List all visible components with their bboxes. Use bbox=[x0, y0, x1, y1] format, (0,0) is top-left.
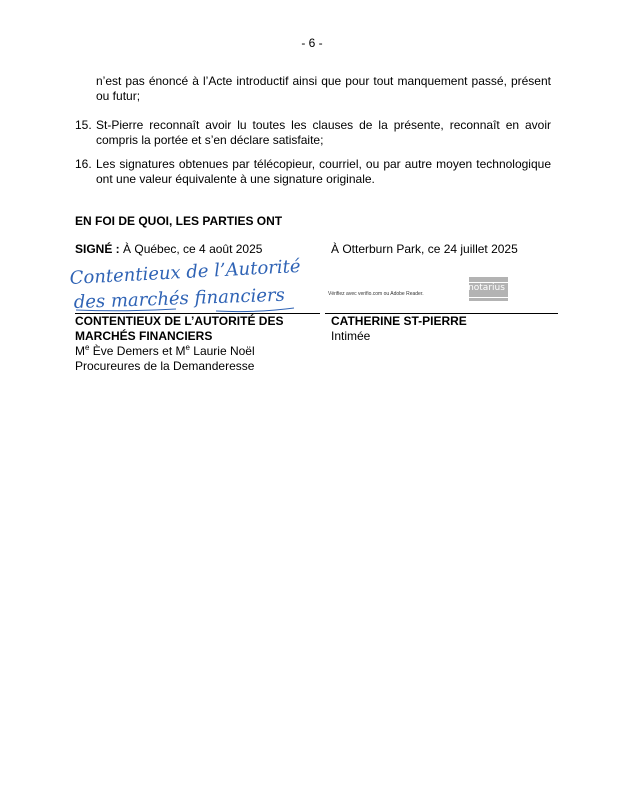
left-party-name-line-2: MARCHÉS FINANCIERS bbox=[75, 329, 213, 343]
counsel-names bbox=[75, 344, 283, 359]
left-party-role: Procureures de la Demanderesse bbox=[75, 359, 255, 373]
right-party-block bbox=[331, 314, 467, 344]
counsel-sup-1: e bbox=[85, 343, 90, 352]
continuation-line-2: ou futur; bbox=[96, 89, 141, 103]
clause-text bbox=[96, 157, 551, 187]
continuation-text bbox=[96, 74, 551, 104]
handwriting-line-1: Contentieux de l’Autorité bbox=[69, 255, 302, 289]
counsel-prefix: M bbox=[75, 344, 85, 358]
clause-line-2: compris la portée et s’en déclare satisfaite; bbox=[96, 133, 324, 147]
left-party-name-line-1: CONTENTIEUX DE L’AUTORITÉ DES bbox=[75, 314, 284, 328]
verify-note: Vérifiez avec verifio.com ou Adobe Reader. bbox=[328, 291, 424, 297]
clause-number: 15. bbox=[75, 118, 92, 132]
clause-line-1: St-Pierre reconnaît avoir lu toutes les clauses de la présente, reconnaît en avoir bbox=[96, 118, 551, 132]
right-place-date: À Otterburn Park, ce 24 juillet 2025 bbox=[331, 242, 518, 256]
signed-label: SIGNÉ : bbox=[75, 242, 120, 256]
notarius-stamp bbox=[459, 277, 508, 301]
right-party-role: Intimée bbox=[331, 329, 371, 343]
continuation-line-1: n’est pas énoncé à l’Acte introductif ainsi que pour tout manquement passé, présent bbox=[96, 74, 551, 88]
clause-line-1: Les signatures obtenues par télécopieur, courriel, ou par autre moyen technologique bbox=[96, 157, 551, 171]
counsel-name-2: Laurie Noël bbox=[189, 344, 255, 358]
counsel-sup-2: e bbox=[185, 343, 190, 352]
clause-number: 16. bbox=[75, 157, 92, 171]
notarius-label: notarius bbox=[468, 283, 505, 293]
handwriting-underline-2 bbox=[216, 308, 294, 312]
left-place-date bbox=[75, 242, 262, 257]
handwriting-line-2: des marchés financiers bbox=[73, 284, 286, 313]
clause-text bbox=[96, 118, 551, 148]
counsel-name-1: Ève Demers et M bbox=[89, 344, 186, 358]
left-party-block bbox=[75, 314, 283, 374]
handwritten-signature bbox=[66, 255, 316, 314]
page-number: - 6 - bbox=[301, 36, 323, 50]
left-place-date-text: À Québec, ce 4 août 2025 bbox=[123, 242, 263, 256]
clause-line-2: ont une valeur équivalente à une signature originale. bbox=[96, 172, 375, 186]
in-witness-heading: EN FOI DE QUOI, LES PARTIES ONT bbox=[75, 214, 283, 228]
right-party-name: CATHERINE ST-PIERRE bbox=[331, 314, 467, 328]
